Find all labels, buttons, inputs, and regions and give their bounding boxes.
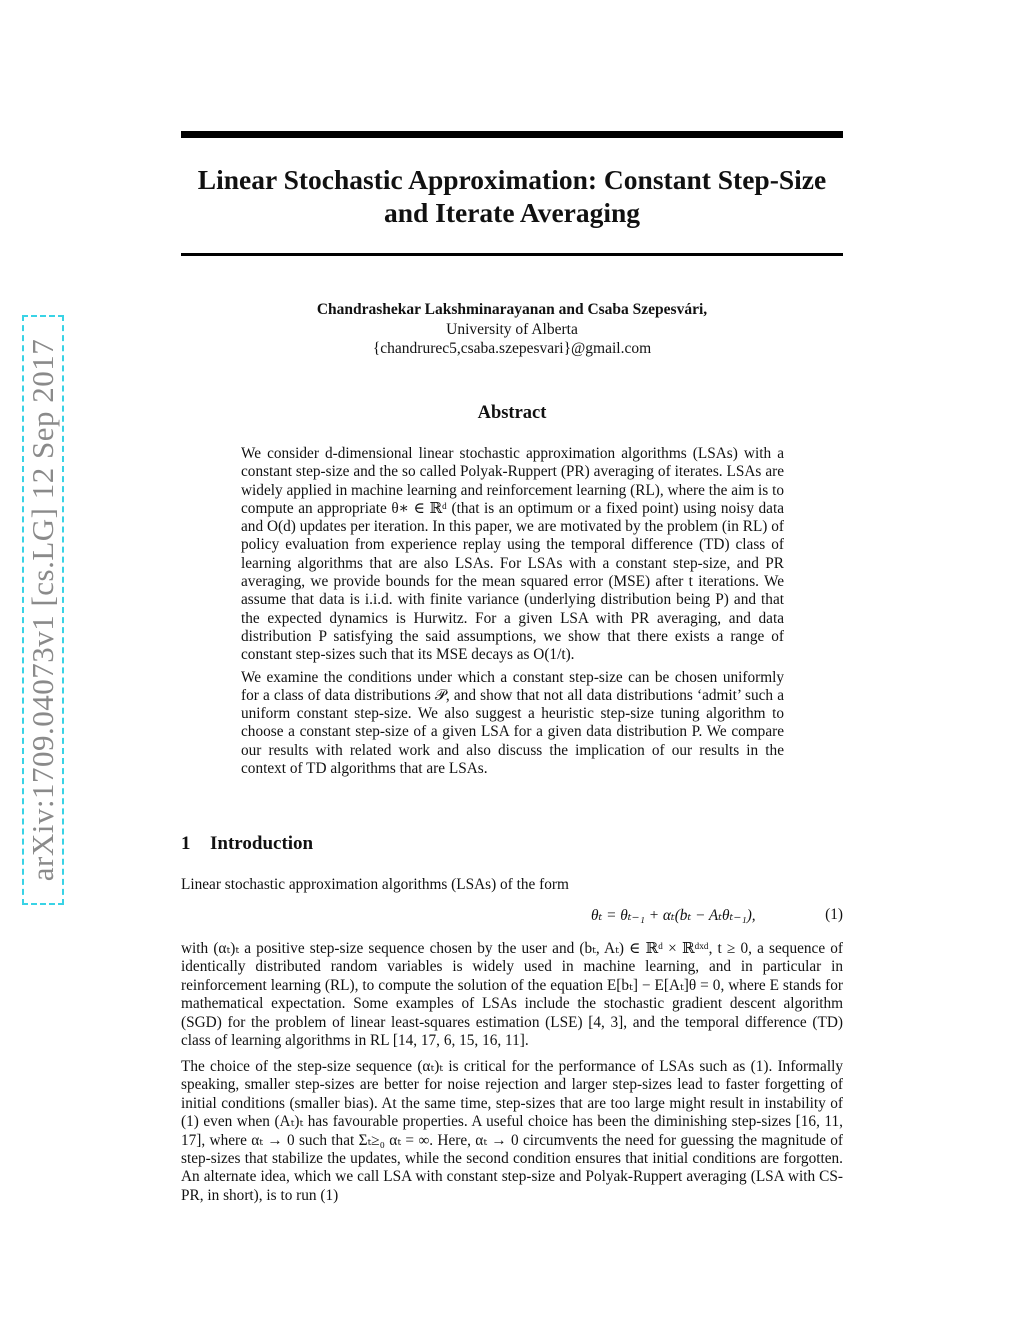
abstract-body: [241, 445, 784, 782]
abstract-heading: Abstract: [477, 403, 547, 423]
paper-title: Linear Stochastic Approximation: Constant Step-Size and Iterate Averaging: [197, 164, 827, 228]
author-names: Chandrashekar Lakshminarayanan and Csaba Szepesvári,: [316, 301, 708, 318]
author-email[interactable]: {chandrurec5,csaba.szepesvari}@gmail.com: [372, 340, 652, 357]
abstract-paragraph-2: We examine the conditions under which a constant step-size can be chosen uniformly for a class of data distributions 𝒫, and show that not all data distributions ‘admit’ such a uniform constant step-size. We also suggest a heuristic step-size tuning algorithm to choose a constant step-size of a given LSA for a given data distribution P. We compare our results with related work and also discuss the implication of our results in the context of TD algorithms that are LSAs.: [241, 668, 784, 778]
author-affiliation: University of Alberta: [446, 320, 578, 338]
arxiv-identifier-stamp[interactable]: [22, 315, 64, 905]
section-number: 1: [181, 833, 191, 854]
intro-lead-sentence: Linear stochastic approximation algorithms (LSAs) of the form: [181, 876, 569, 893]
title-top-rule: [181, 131, 843, 138]
intro-paragraph-1: with (αₜ)ₜ a positive step-size sequence chosen by the user and (bₜ, Aₜ) ∈ ℝᵈ × ℝᵈˣᵈ, t ≥ 0, a sequence of identically distributed random variables is widely used in machine learning, and in particular in reinforcement learning (RL), to compute the solution of the equation E[bₜ] − E[Aₜ]θ = 0, where E stands for mathematical expectation. Some examples of LSAs include the stochastic gradient descent algorithm (SGD) for the problem of linear least-squares estimation (LSE) [4, 3], and the temporal difference (TD) class of learning algorithms in RL [14, 17, 6, 15, 16, 11].: [181, 940, 843, 1050]
equation-1: [181, 906, 843, 926]
arxiv-identifier-text: arXiv:1709.04073v1 [cs.LG] 12 Sep 2017: [25, 338, 60, 882]
section-title: Introduction: [210, 833, 314, 854]
section-heading-introduction: [181, 833, 313, 855]
abstract-paragraph-1: We consider d-dimensional linear stochastic approximation algorithms (LSAs) with a constant step-size and the so called Polyak-Ruppert (PR) averaging of iterates. LSAs are widely applied in machine learning and reinforcement learning (RL), where the aim is to compute an appropriate θ∗ ∈ ℝᵈ (that is an optimum or a fixed point) using noisy data and O(d) updates per iteration. In this paper, we are motivated by the problem (in RL) of policy evaluation from experience replay using the temporal difference (TD) class of learning algorithms that are also LSAs. For LSAs with a constant step-size, and PR averaging, we provide bounds for the mean squared error (MSE) after t iterations. We assume that data is i.i.d. with finite variance (underlying distribution being P) and that the expected dynamics is Hurwitz. For a given LSA with PR averaging, and data distribution P satisfying the said assumptions, we show that there exists a range of constant step-sizes such that its MSE decays as O(1/t).: [241, 445, 784, 664]
equation-number: (1): [825, 906, 843, 923]
author-block: [181, 300, 843, 359]
title-bottom-rule: [181, 253, 843, 256]
intro-paragraph-2: The choice of the step-size sequence (αₜ)ₜ is critical for the performance of LSAs such as (1). Informally speaking, smaller step-sizes are better for noise rejection and larger step-sizes lead to faster forgetting of initial conditions (smaller bias). At the same time, step-sizes that are too large might result in instability of (1) even when (Aₜ)ₜ has favourable properties. A useful choice has been the diminishing step-sizes [16, 11, 17], where αₜ → 0 such that Σₜ≥₀ αₜ = ∞. Here, αₜ → 0 circumvents the need for guessing the magnitude of step-sizes that stabilize the updates, while the second condition ensures that initial conditions are forgotten. An alternate idea, which we call LSA with constant step-size and Polyak-Ruppert averaging (LSA with CS-PR, in short), is to run (1): [181, 1058, 843, 1204]
equation-body: θₜ = θₜ₋₁ + αₜ(bₜ − Aₜθₜ₋₁),: [591, 907, 756, 924]
